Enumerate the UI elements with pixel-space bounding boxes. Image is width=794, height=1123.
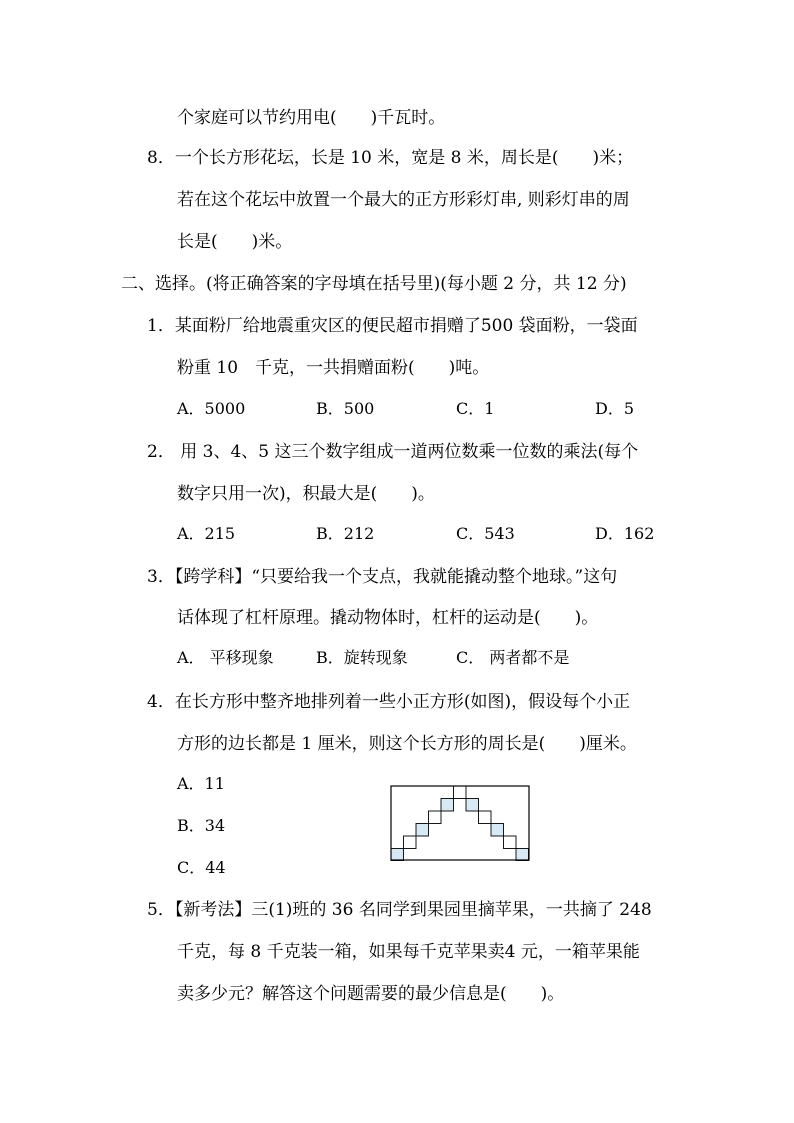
small-square	[454, 786, 467, 799]
choice1-line1: 1．某面粉厂给地震重灾区的便民超市捐赠了500 袋面粉，一袋面	[147, 316, 638, 336]
section2-heading: 二、选择。(将正确答案的字母填在括号里)(每小题 2 分，共 12 分)	[121, 274, 627, 294]
small-square	[479, 811, 492, 824]
choice4-line2: 方形的边长都是 1 厘米，则这个长方形的周长是( )厘米。	[177, 734, 637, 754]
small-square	[491, 824, 504, 837]
choice2-option-b: B．212	[316, 524, 375, 543]
q7-continuation: 个家庭可以节约用电( )千瓦时。	[177, 108, 446, 128]
choice3-line2: 话体现了杠杆原理。撬动物体时，杠杆的运动是( )。	[177, 608, 599, 628]
small-square	[466, 799, 479, 812]
choice5-line2: 千克，每 8 千克装一箱，如果每千克苹果卖4 元，一箱苹果能	[177, 942, 640, 962]
choice5-line1: 5．【新考法】三(1)班的 36 名同学到果园里摘苹果，一共摘了 248	[147, 900, 652, 920]
choice1-option-a: A．5000	[177, 399, 246, 418]
choice3-option-a: A． 平移现象	[177, 648, 274, 667]
small-square	[404, 836, 417, 849]
choice2-line1: 2． 用 3、4、5 这三个数字组成一道两位数乘一位数的乘法(每个	[147, 442, 639, 462]
choice2-option-d: D．162	[595, 524, 655, 543]
choice1-option-b: B．500	[316, 399, 375, 418]
choice1-option-c: C．1	[456, 399, 495, 418]
choice2-line2: 数字只用一次)，积最大是( )。	[177, 484, 435, 504]
choice4-option-b: B．34	[177, 816, 226, 835]
choice3-line1: 3．【跨学科】“只要给我一个支点，我就能撬动整个地球。”这句	[147, 567, 618, 587]
choice4-option-a: A．11	[177, 774, 225, 793]
choice4-option-c: C．44	[177, 858, 226, 877]
choice2-option-a: A．215	[177, 524, 236, 543]
choice5-line3: 卖多少元？解答这个问题需要的最少信息是( )。	[177, 984, 565, 1004]
choice2-option-c: C．543	[456, 524, 515, 543]
choice3-option-c: C． 两者都不是	[456, 648, 570, 667]
small-squares	[391, 786, 529, 861]
q8-line1: 8．一个长方形花坛，长是 10 米，宽是 8 米，周长是( )米；	[147, 148, 634, 168]
small-square	[429, 811, 442, 824]
choice4-line1: 4．在长方形中整齐地排列着一些小正方形(如图)，假设每个小正	[147, 692, 631, 712]
small-square	[441, 799, 454, 812]
small-square	[416, 824, 429, 837]
q8-line2: 若在这个花坛中放置一个最大的正方形彩灯串, 则彩灯串的周	[177, 190, 630, 210]
choice3-option-b: B．旋转现象	[316, 648, 408, 667]
q8-line3: 长是( )米。	[177, 232, 293, 252]
rectangle-squares-figure	[390, 785, 530, 861]
choice1-option-d: D．5	[595, 399, 635, 418]
choice1-line2: 粉重 10 千克，一共捐赠面粉( )吨。	[177, 358, 490, 378]
small-square	[391, 849, 404, 862]
small-square	[504, 836, 517, 849]
small-square	[516, 849, 529, 862]
